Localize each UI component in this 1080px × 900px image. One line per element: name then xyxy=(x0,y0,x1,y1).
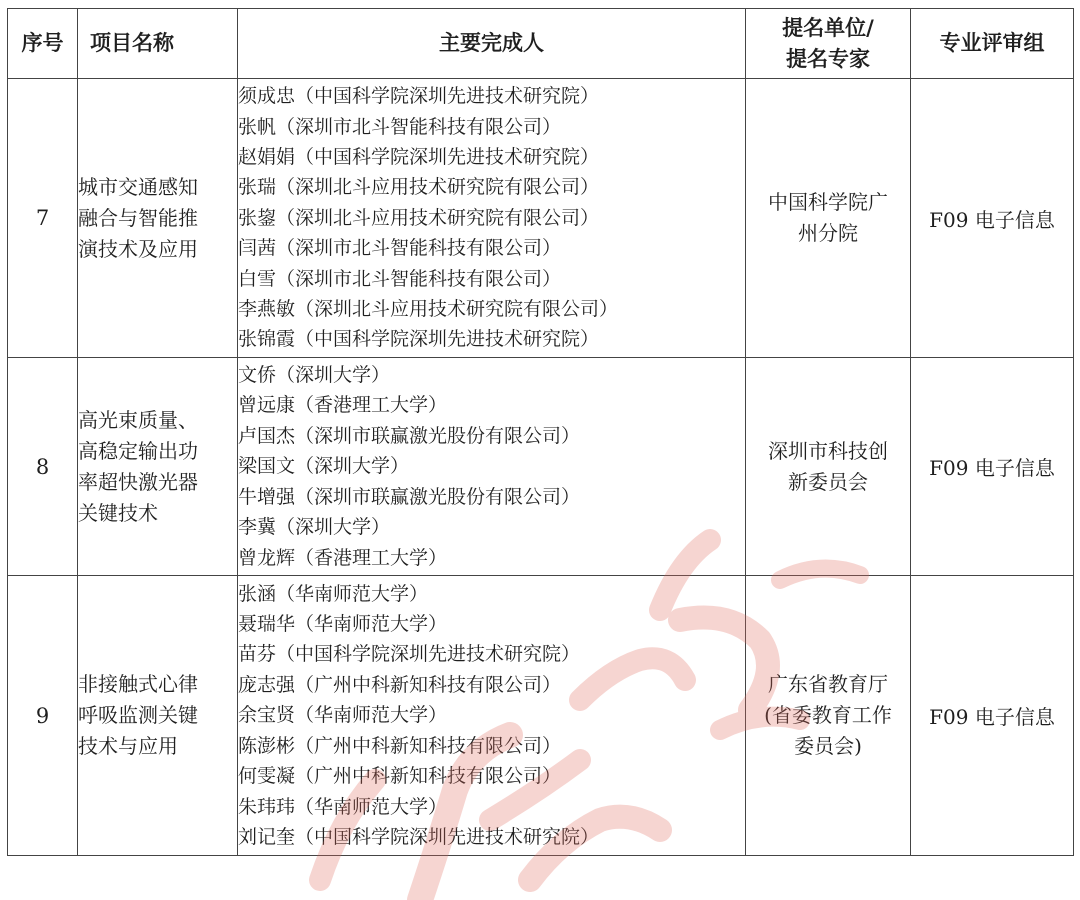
project-name-line: 演技术及应用 xyxy=(78,236,198,261)
contributor-item: 张锦霞（中国科学院深圳先进技术研究院） xyxy=(238,328,600,351)
award-nomination-table xyxy=(7,8,1074,856)
row-review-group: F09 电子信息 xyxy=(911,79,1074,358)
contributor-item: 白雪（深圳市北斗智能科技有限公司） xyxy=(238,267,562,290)
row-project-name xyxy=(78,576,238,856)
header-nominator-line: 提名专家 xyxy=(786,46,870,71)
row-main-contributors xyxy=(238,576,746,856)
contributor-item: 庞志强（广州中科新知科技有限公司） xyxy=(238,673,562,696)
contributor-item: 梁国文（深圳大学） xyxy=(238,455,410,478)
project-name-line: 高稳定输出功 xyxy=(78,438,198,463)
row-nominator xyxy=(746,79,911,358)
project-name-line: 融合与智能推 xyxy=(78,205,198,230)
nominator-line: (省委教育工作 xyxy=(764,703,892,727)
table-row xyxy=(8,358,1074,576)
row-main-contributors xyxy=(238,358,746,576)
nominator-line: 广东省教育厅 xyxy=(768,672,888,696)
row-seq: 8 xyxy=(8,358,78,576)
contributor-item: 须成忠（中国科学院深圳先进技术研究院） xyxy=(238,85,600,108)
contributor-item: 李冀（深圳大学） xyxy=(238,516,391,539)
contributor-item: 张帆（深圳市北斗智能科技有限公司） xyxy=(238,115,562,138)
header-nominator xyxy=(746,9,911,79)
project-name-line: 率超快激光器 xyxy=(78,469,198,494)
row-project-name xyxy=(78,358,238,576)
contributor-item: 陈澎彬（广州中科新知科技有限公司） xyxy=(238,734,562,757)
nominator-line: 深圳市科技创 xyxy=(768,438,888,463)
row-review-group: F09 电子信息 xyxy=(911,358,1074,576)
project-name-line: 呼吸监测关键 xyxy=(78,703,198,727)
contributor-item: 赵娟娟（中国科学院深圳先进技术研究院） xyxy=(238,145,600,168)
table-header-row xyxy=(8,9,1074,79)
header-nominator-line: 提名单位/ xyxy=(782,15,874,40)
project-name-line: 技术与应用 xyxy=(78,734,178,758)
nominator-line: 委员会) xyxy=(794,734,862,758)
contributor-item: 张瑞（深圳北斗应用技术研究院有限公司） xyxy=(238,176,600,199)
header-review-group: 专业评审组 xyxy=(911,9,1074,79)
header-main-contributors: 主要完成人 xyxy=(238,9,746,79)
contributor-item: 张鋆（深圳北斗应用技术研究院有限公司） xyxy=(238,206,600,229)
contributor-item: 苗芬（中国科学院深圳先进技术研究院） xyxy=(238,643,581,666)
table-row xyxy=(8,79,1074,358)
row-nominator xyxy=(746,576,911,856)
row-project-name xyxy=(78,79,238,358)
project-name-line: 关键技术 xyxy=(78,500,158,525)
contributor-item: 曾龙辉（香港理工大学） xyxy=(238,546,448,569)
nominator-line: 新委员会 xyxy=(788,469,868,494)
contributor-item: 余宝贤（华南师范大学） xyxy=(238,704,448,727)
header-seq: 序号 xyxy=(8,9,78,79)
contributor-item: 卢国杰（深圳市联赢激光股份有限公司） xyxy=(238,424,581,447)
project-name-line: 城市交通感知 xyxy=(78,174,198,199)
contributor-item: 张涵（华南师范大学） xyxy=(238,582,429,605)
row-main-contributors xyxy=(238,79,746,358)
contributor-item: 文侨（深圳大学） xyxy=(238,364,391,387)
project-name-line: 非接触式心律 xyxy=(78,672,198,696)
row-review-group: F09 电子信息 xyxy=(911,576,1074,856)
nominator-line: 中国科学院广 xyxy=(768,190,888,214)
contributor-item: 刘记奎（中国科学院深圳先进技术研究院） xyxy=(238,825,600,848)
contributor-item: 何雯凝（广州中科新知科技有限公司） xyxy=(238,765,562,788)
contributor-item: 曾远康（香港理工大学） xyxy=(238,394,448,417)
row-seq: 7 xyxy=(8,79,78,358)
nominator-line: 州分院 xyxy=(798,221,858,245)
contributor-item: 李燕敏（深圳北斗应用技术研究院有限公司） xyxy=(238,298,619,321)
contributor-item: 闫茜（深圳市北斗智能科技有限公司） xyxy=(238,237,562,260)
contributor-item: 朱玮玮（华南师范大学） xyxy=(238,795,448,818)
table-row xyxy=(8,576,1074,856)
row-nominator xyxy=(746,358,911,576)
header-project-name: 项目名称 xyxy=(78,9,238,79)
project-name-line: 高光束质量、 xyxy=(78,407,198,432)
contributor-item: 牛增强（深圳市联赢激光股份有限公司） xyxy=(238,485,581,508)
row-seq: 9 xyxy=(8,576,78,856)
contributor-item: 聂瑞华（华南师范大学） xyxy=(238,613,448,636)
